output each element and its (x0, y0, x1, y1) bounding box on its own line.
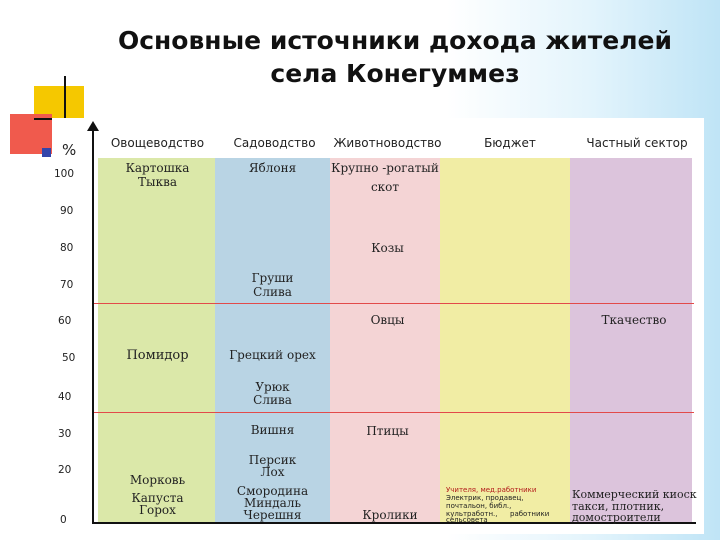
header-garden: Садоводство (233, 136, 316, 150)
item-greckiy-orekh: Грецкий орех (229, 348, 316, 362)
private-line: домостроители (572, 511, 661, 524)
item-ptitsy: Птицы (366, 424, 409, 438)
item-mindal: Миндаль (244, 496, 301, 510)
private-line: такси, плотник, (572, 500, 665, 513)
item-pomidor: Помидор (126, 348, 189, 363)
item-tkachestvo: Ткачество (601, 313, 667, 327)
item-kapusta: Капуста (131, 491, 184, 505)
budget-line: Учителя, мед.работники (446, 486, 537, 494)
header-budget: Бюджет (484, 136, 536, 150)
item-morkov: Морковь (129, 473, 186, 487)
item-sliva: Слива (253, 285, 292, 299)
y-axis-arrow-icon (87, 121, 99, 131)
budget-line: сельсовета (446, 516, 488, 524)
tick-label: 90 (60, 205, 74, 217)
column-vegetables (98, 158, 215, 522)
header-private: Частный сектор (586, 136, 688, 150)
tick-label: 60 (58, 315, 72, 327)
budget-line: почтальон, библ., (446, 502, 512, 510)
y-axis (92, 128, 94, 524)
tick-label: 70 (60, 279, 74, 291)
item-gorokh: Горох (139, 503, 176, 517)
reference-line-lower (94, 412, 694, 413)
item-kartoshka: Картошка (125, 161, 190, 175)
tick-label: 50 (62, 352, 76, 364)
header-livestock: Животноводство (333, 136, 442, 150)
item-kozy: Козы (371, 241, 404, 255)
item-persik: Персик (248, 453, 297, 467)
item-kroliki: Кролики (362, 508, 418, 522)
item-lokh: Лох (260, 465, 285, 479)
page-title (95, 24, 695, 90)
item-krs-2: скот (370, 180, 400, 194)
header-vegetables: Овощеводство (110, 136, 205, 150)
y-axis-unit: % (62, 141, 77, 159)
title-line-2: села Конегуммез (270, 59, 520, 88)
column-livestock (330, 158, 440, 522)
item-tykva: Тыква (138, 175, 177, 189)
column-private (570, 158, 697, 522)
item-uryuk: Урюк (255, 380, 290, 394)
item-chereshnya: Черешня (243, 508, 302, 522)
reference-line-upper (94, 303, 694, 304)
tick-label: 40 (58, 391, 72, 403)
tick-label: 30 (58, 428, 72, 440)
tick-label: 80 (60, 242, 74, 254)
tick-label: 20 (58, 464, 72, 476)
tick-label: 0 (60, 514, 67, 526)
item-yablonya: Яблоня (248, 161, 297, 175)
item-sliva: Слива (253, 393, 292, 407)
decor-blue-square (42, 148, 51, 157)
item-vishnya: Вишня (250, 423, 295, 437)
budget-line: культработн., (446, 510, 498, 518)
budget-line: Электрик, продавец, (446, 494, 524, 502)
item-grushi: Груши (251, 271, 294, 285)
title-line-1: Основные источники дохода жителей (117, 26, 673, 55)
tick-label: 100 (54, 168, 75, 180)
budget-line: работники (510, 510, 550, 518)
item-ovtsy: Овцы (370, 313, 405, 327)
column-budget (440, 158, 570, 522)
item-krs: Крупно -рогатый (331, 161, 439, 175)
private-line: Коммерческий киоск (572, 488, 697, 501)
item-smorodina: Смородина (236, 484, 309, 498)
